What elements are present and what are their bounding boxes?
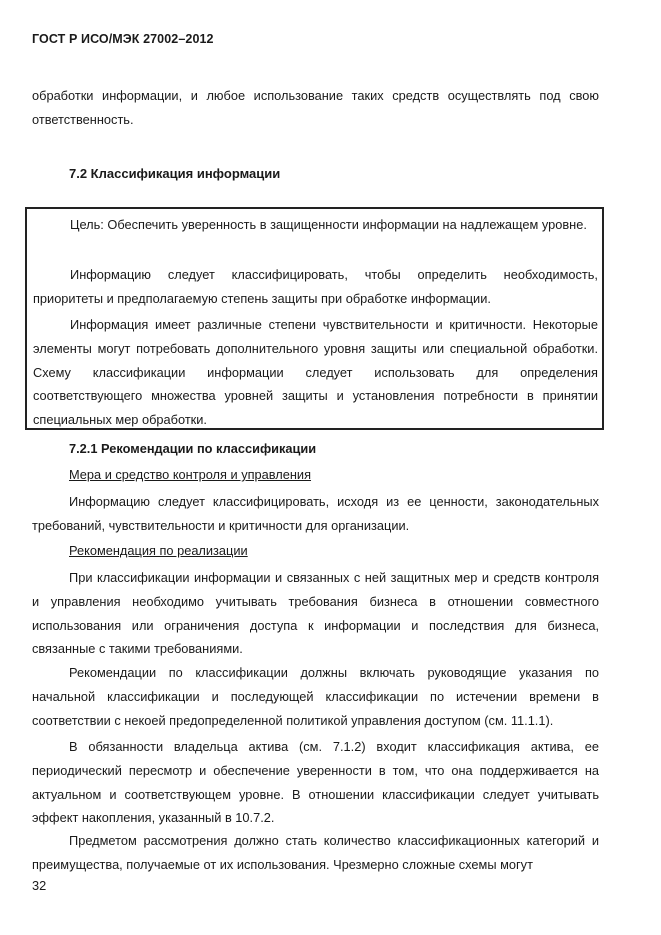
implementation-paragraph-4: Предметом рассмотрения должно стать количество классификационных категорий и преимущества, получаемые от их использования. Чрезмерно сложные схемы могут bbox=[32, 833, 599, 872]
page-number: 32 bbox=[32, 878, 47, 893]
objective-paragraph: Цель: Обеспечить уверенность в защищенности информации на надлежащем уровне. bbox=[70, 217, 587, 232]
intro-paragraph: обработки информации, и любое использование таких средств осуществлять под свою ответственность. bbox=[32, 88, 599, 127]
control-heading: Мера и средство контроля и управления bbox=[69, 467, 312, 482]
objective-box bbox=[25, 207, 604, 430]
box-paragraph-2: Информацию следует классифицировать, чтобы определить необходимость, приоритеты и предполагаемую степень защиты при обработке информации. bbox=[33, 267, 598, 306]
section-title: 7.2 Классификация информации bbox=[69, 166, 281, 181]
implementation-paragraph-1: При классификации информации и связанных с ней защитных мер и средств контроля и управления необходимо учитывать требования бизнеса в отношении совместного использования или ограничения доступа к информации и последствия для бизнеса, связанные с такими требованиями. bbox=[32, 570, 599, 657]
control-paragraph: Информацию следует классифицировать, исходя из ее ценности, законодательных требований, чувствительности и критичности для организации. bbox=[32, 494, 599, 533]
standard-header: ГОСТ Р ИСО/МЭК 27002–2012 bbox=[32, 32, 214, 46]
subsection-title: 7.2.1 Рекомендации по классификации bbox=[69, 441, 317, 456]
implementation-paragraph-2: Рекомендации по классификации должны включать руководящие указания по начальной классификации и последующей классификации по истечении времени в соответствии с некоей предопределенной политикой управления доступом (см. 11.1.1). bbox=[32, 665, 599, 728]
implementation-heading: Рекомендация по реализации bbox=[69, 543, 248, 558]
box-paragraph-3: Информация имеет различные степени чувствительности и критичности. Некоторые элементы могут потребовать дополнительного уровня защиты или специальной обработки. Схему классификации информации следует использовать для определения соответствующего множества уровней защиты и установления потребности в принятии специальных мер обработки. bbox=[33, 317, 598, 428]
implementation-paragraph-3: В обязанности владельца актива (см. 7.1.2) входит классификация актива, ее периодический пересмотр и обеспечение уверенности в том, что она поддерживается на актуальном и соответствующем уровне. В отношении классификации следует учитывать эффект накопления, указанный в 10.7.2. bbox=[32, 739, 599, 826]
